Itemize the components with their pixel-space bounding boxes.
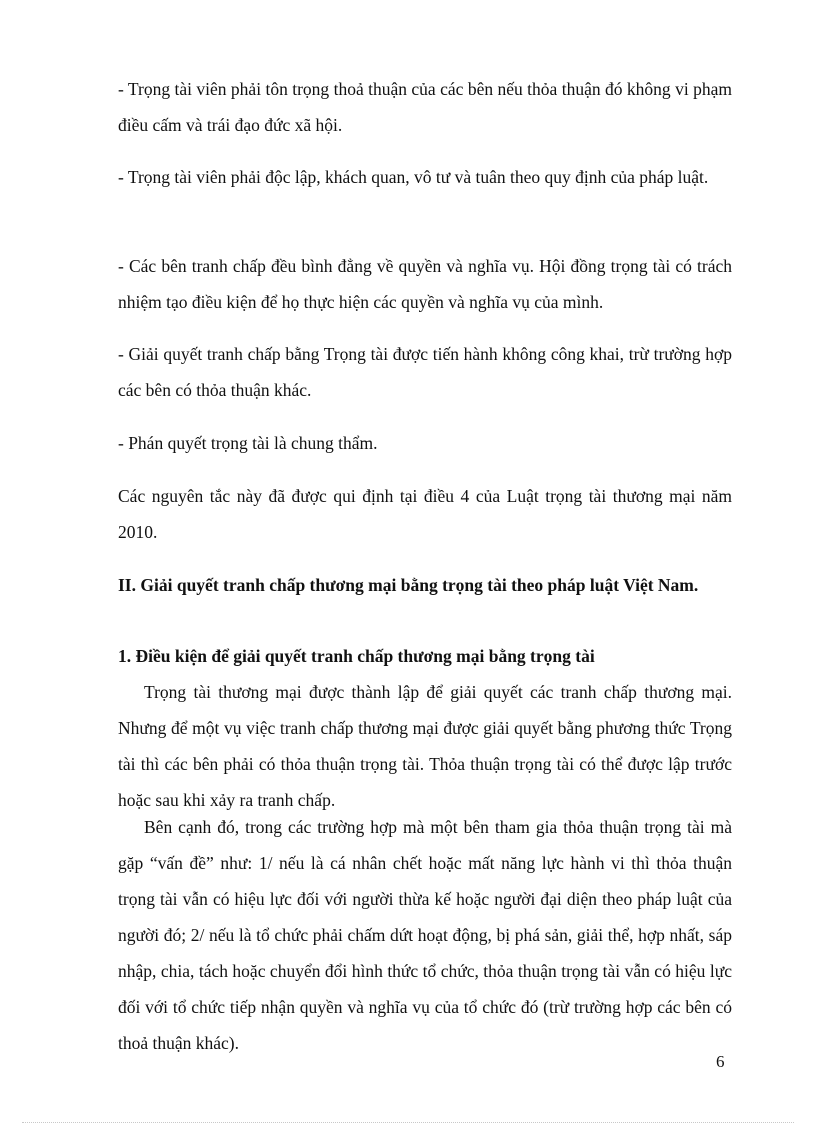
principle-equality: - Các bên tranh chấp đều bình đẳng về quyền và nghĩa vụ. Hội đồng trọng tài có trách nhiệm tạo điều kiện để họ thực hiện các quyền và nghĩa vụ của mình. bbox=[118, 256, 732, 312]
subsection-heading: 1. Điều kiện để giải quyết tranh chấp thương mại bằng trọng tài bbox=[118, 646, 595, 666]
principle-confidentiality: - Giải quyết tranh chấp bằng Trọng tài được tiến hành không công khai, trừ trường hợp các bên có thỏa thuận khác. bbox=[118, 344, 732, 400]
principle-respect-agreement: - Trọng tài viên phải tôn trọng thoả thuận của các bên nếu thỏa thuận đó không vi phạm điều cấm và trái đạo đức xã hội. bbox=[118, 79, 732, 135]
body-paragraph: Bên cạnh đó, trong các trường hợp mà một bên tham gia thỏa thuận trọng tài mà gặp “vấn đề” như: 1/ nếu là cá nhân chết hoặc mất năng lực hành vi thì thỏa thuận trọng tài vẫn có hiệu lực đối với người thừa kế hoặc người đại diện theo pháp luật của người đó; 2/ nếu là tổ chức phải chấm dứt hoạt động, bị phá sản, giải thể, hợp nhất, sáp nhập, chia, tách hoặc chuyển đổi hình thức tổ chức, thỏa thuận trọng tài vẫn có hiệu lực đối với tổ chức tiếp nhận quyền và nghĩa vụ của tổ chức đó (trừ trường hợp các bên có thoả thuận khác). bbox=[118, 817, 732, 1053]
principle-independence: - Trọng tài viên phải độc lập, khách quan, vô tư và tuân theo quy định của pháp luật. bbox=[118, 167, 709, 187]
principle-final-award: - Phán quyết trọng tài là chung thẩm. bbox=[118, 433, 378, 453]
body-paragraph: Trọng tài thương mại được thành lập để giải quyết các tranh chấp thương mại. Nhưng để một vụ việc tranh chấp thương mại được giải quyết bằng phương thức Trọng tài thì các bên phải có thỏa thuận trọng tài. Thỏa thuận trọng tài có thể được lập trước hoặc sau khi xảy ra tranh chấp. bbox=[118, 682, 732, 810]
principles-legal-basis: Các nguyên tắc này đã được qui định tại điều 4 của Luật trọng tài thương mại năm 2010. bbox=[118, 486, 732, 542]
section-heading: II. Giải quyết tranh chấp thương mại bằng trọng tài theo pháp luật Việt Nam. bbox=[118, 575, 699, 595]
page-number: 6 bbox=[716, 1052, 725, 1071]
